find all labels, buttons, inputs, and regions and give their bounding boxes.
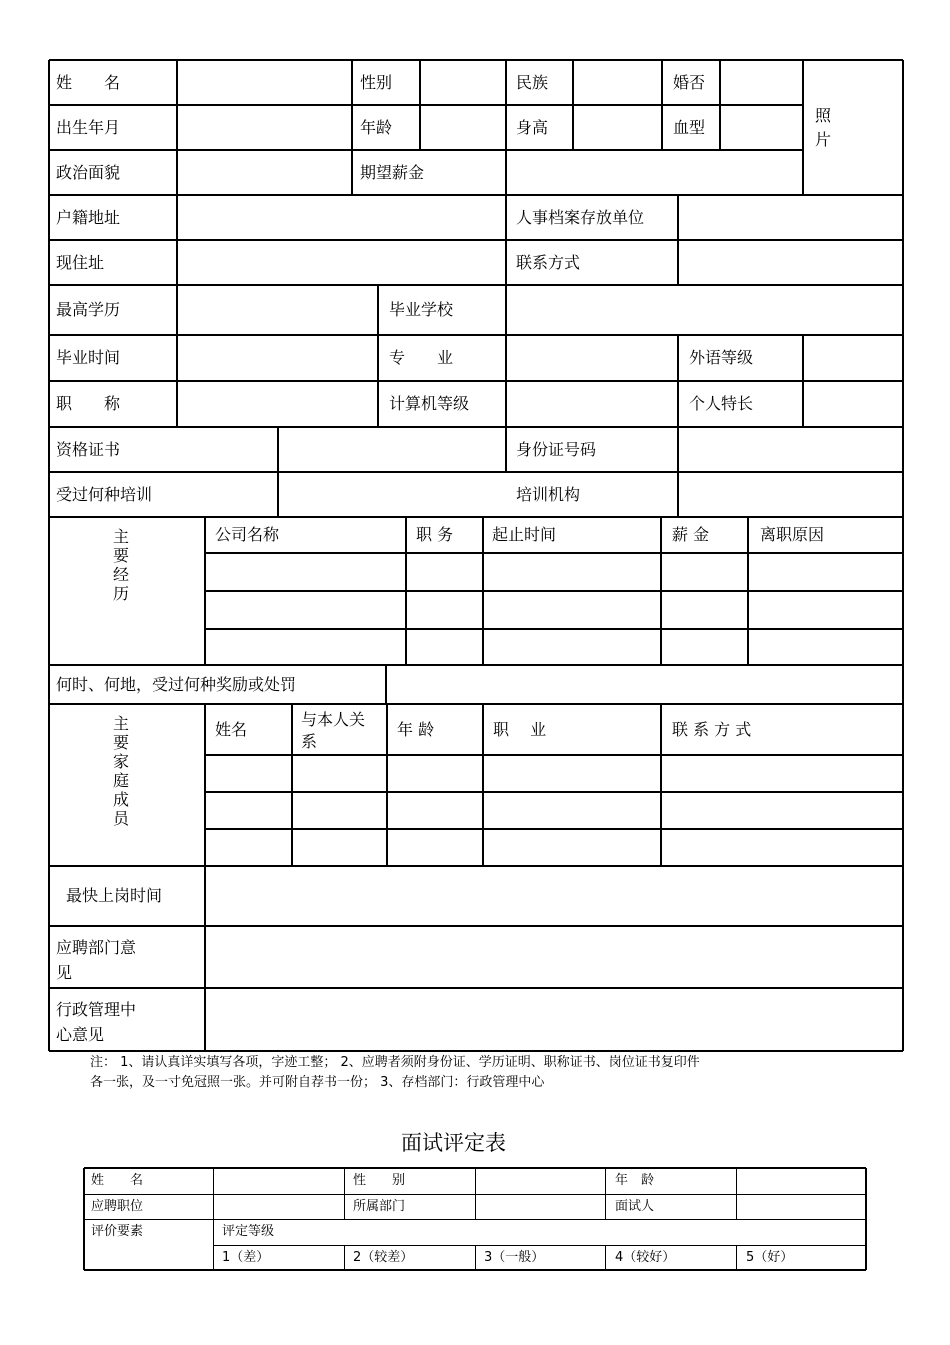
grade-3-label: 3（一般） [484,1250,545,1265]
grade-2-label: 2（较差） [353,1250,414,1265]
family-job-header: 职 业 [493,720,547,739]
family-contact-input[interactable] [661,829,903,866]
graduation-time-label: 毕业时间 [56,348,121,367]
admin-opinion-label: 行政管理中心意见 [56,1000,137,1044]
birth-input[interactable] [177,105,352,150]
political-status-label: 政治面貌 [56,163,121,182]
name-input[interactable] [177,60,352,105]
height-input[interactable] [573,105,662,150]
table-rule [475,1245,476,1270]
dept-opinion-label: 应聘部门意 见 [56,938,153,982]
table-rule [736,1245,737,1270]
experience-period-input[interactable] [483,553,661,591]
position-header: 职 务 [416,525,454,544]
school-label: 毕业学校 [389,300,454,319]
age-input[interactable] [420,105,506,150]
interview-gender-label: 性 别 [353,1173,406,1188]
interview-dept-input[interactable] [475,1194,605,1219]
current-address-label: 现住址 [56,253,105,272]
training-org-input[interactable] [678,472,903,517]
experience-company-input[interactable] [205,591,406,629]
specialty-label: 个人特长 [689,394,754,413]
photo-box[interactable] [803,60,903,195]
period-header: 起止时间 [492,525,557,544]
experience-position-input[interactable] [406,629,483,665]
family-age-header: 年 龄 [397,720,435,739]
interview-age-label: 年 龄 [615,1173,655,1188]
expected-salary-label: 期望薪金 [360,163,425,182]
experience-salary-input[interactable] [661,553,748,591]
rewards-label: 何时、何地，受过何种奖励或处罚 [56,675,297,694]
family-relation-input[interactable] [292,792,387,829]
grad-time-input[interactable] [177,335,378,381]
blood-type-label: 血型 [673,118,706,137]
family-age-input[interactable] [387,829,483,866]
archive-unit-input[interactable] [678,195,903,240]
family-job-input[interactable] [483,829,661,866]
family-name-header: 姓名 [215,720,248,739]
specialty-input[interactable] [803,381,903,427]
admin-opinion-input[interactable] [205,988,903,1051]
id-number-label: 身份证号码 [516,440,597,459]
experience-company-input[interactable] [205,553,406,591]
blood-input[interactable] [720,105,803,150]
family-relation-input[interactable] [292,829,387,866]
major-label: 专 业 [389,348,454,367]
archive-unit-label: 人事档案存放单位 [516,208,645,227]
interview-form-title: 面试评定表 [401,1131,506,1155]
title-input[interactable] [177,381,378,427]
interviewer-input[interactable] [736,1194,866,1219]
salary-header: 薪 金 [672,525,710,544]
earliest-start-input[interactable] [205,866,903,926]
contact-input[interactable] [678,240,903,285]
family-contact-input[interactable] [661,755,903,792]
family-age-input[interactable] [387,755,483,792]
school-input[interactable] [506,285,903,335]
training-label: 受过何种培训 [56,485,153,504]
household-input[interactable] [177,195,506,240]
experience-reason-input[interactable] [748,591,903,629]
family-name-input[interactable] [205,829,292,866]
family-relation-header: 与本人关系 [301,710,366,751]
family-name-input[interactable] [205,792,292,829]
family-contact-input[interactable] [661,792,903,829]
interview-gender-input[interactable] [475,1168,605,1194]
family-members-label: 主要家庭成员 [112,714,129,828]
note-line-1: 注： 1、请认真详实填写各项，字迹工整； 2、应聘者须附身份证、学历证明、职称证书、岗位证书复印件 [90,1055,700,1070]
political-input[interactable] [177,150,352,195]
family-job-input[interactable] [483,755,661,792]
interview-age-input[interactable] [736,1168,866,1194]
training-org-label: 培训机构 [516,485,581,504]
table-rule [213,1245,866,1246]
name-label: 姓 名 [56,73,121,92]
family-contact-header: 联 系 方 式 [672,720,752,739]
note-line-2: 各一张，及一寸免冠照一张。并可附自荐书一份； 3、存档部门：行政管理中心 [90,1075,545,1090]
family-job-input[interactable] [483,792,661,829]
photo-label: 照片 [814,106,831,149]
ethnicity-label: 民族 [516,73,549,92]
computer-input[interactable] [506,381,678,427]
experience-salary-input[interactable] [661,629,748,665]
household-address-label: 户籍地址 [56,208,121,227]
experience-period-input[interactable] [483,629,661,665]
company-header: 公司名称 [215,525,280,544]
education-input[interactable] [177,285,378,335]
training-input[interactable] [278,472,506,517]
experience-reason-input[interactable] [748,553,903,591]
rewards-input[interactable] [386,665,903,704]
dept-opinion-input[interactable] [205,926,903,988]
certificate-label: 资格证书 [56,440,121,459]
interview-name-label: 姓 名 [91,1173,144,1188]
address-input[interactable] [177,240,506,285]
experience-position-input[interactable] [406,591,483,629]
marital-input[interactable] [720,60,803,105]
height-label: 身高 [516,118,549,137]
family-age-input[interactable] [387,792,483,829]
table-rule [344,1245,345,1270]
birth-label: 出生年月 [56,118,121,137]
leave-reason-header: 离职原因 [760,525,825,544]
experience-position-input[interactable] [406,553,483,591]
experience-company-input[interactable] [205,629,406,665]
family-name-input[interactable] [205,755,292,792]
earliest-start-label: 最快上岗时间 [66,886,163,905]
interview-name-input[interactable] [213,1168,344,1194]
experience-period-input[interactable] [483,591,661,629]
table-rule [605,1245,606,1270]
professional-title-label: 职 称 [56,394,121,413]
evaluation-factor-label: 评价要素 [91,1224,144,1239]
id-number-input[interactable] [678,427,903,472]
experience-label: 主要经历 [112,527,129,603]
education-label: 最高学历 [56,300,121,319]
contact-label: 联系方式 [516,253,581,272]
gender-input[interactable] [420,60,506,105]
major-input[interactable] [506,335,678,381]
experience-reason-input[interactable] [748,629,903,665]
expected-salary-input[interactable] [506,150,803,195]
certificate-input[interactable] [278,427,506,472]
interview-job-label: 应聘职位 [91,1199,144,1214]
interview-dept-label: 所属部门 [353,1199,406,1214]
computer-level-label: 计算机等级 [389,394,470,413]
ethnicity-input[interactable] [573,60,662,105]
grade-5-label: 5（好） [746,1250,794,1265]
interview-job-input[interactable] [213,1194,344,1219]
grade-4-label: 4（较好） [615,1250,676,1265]
marital-label: 婚否 [673,73,706,92]
experience-salary-input[interactable] [661,591,748,629]
interviewer-label: 面试人 [615,1199,655,1214]
grade-label: 评定等级 [222,1224,275,1239]
family-relation-input[interactable] [292,755,387,792]
grade-1-label: 1（差） [222,1250,270,1265]
gender-label: 性别 [360,73,393,92]
language-level-label: 外语等级 [689,348,754,367]
age-label: 年龄 [360,118,393,137]
language-input[interactable] [803,335,903,381]
table-rule [48,60,50,1051]
